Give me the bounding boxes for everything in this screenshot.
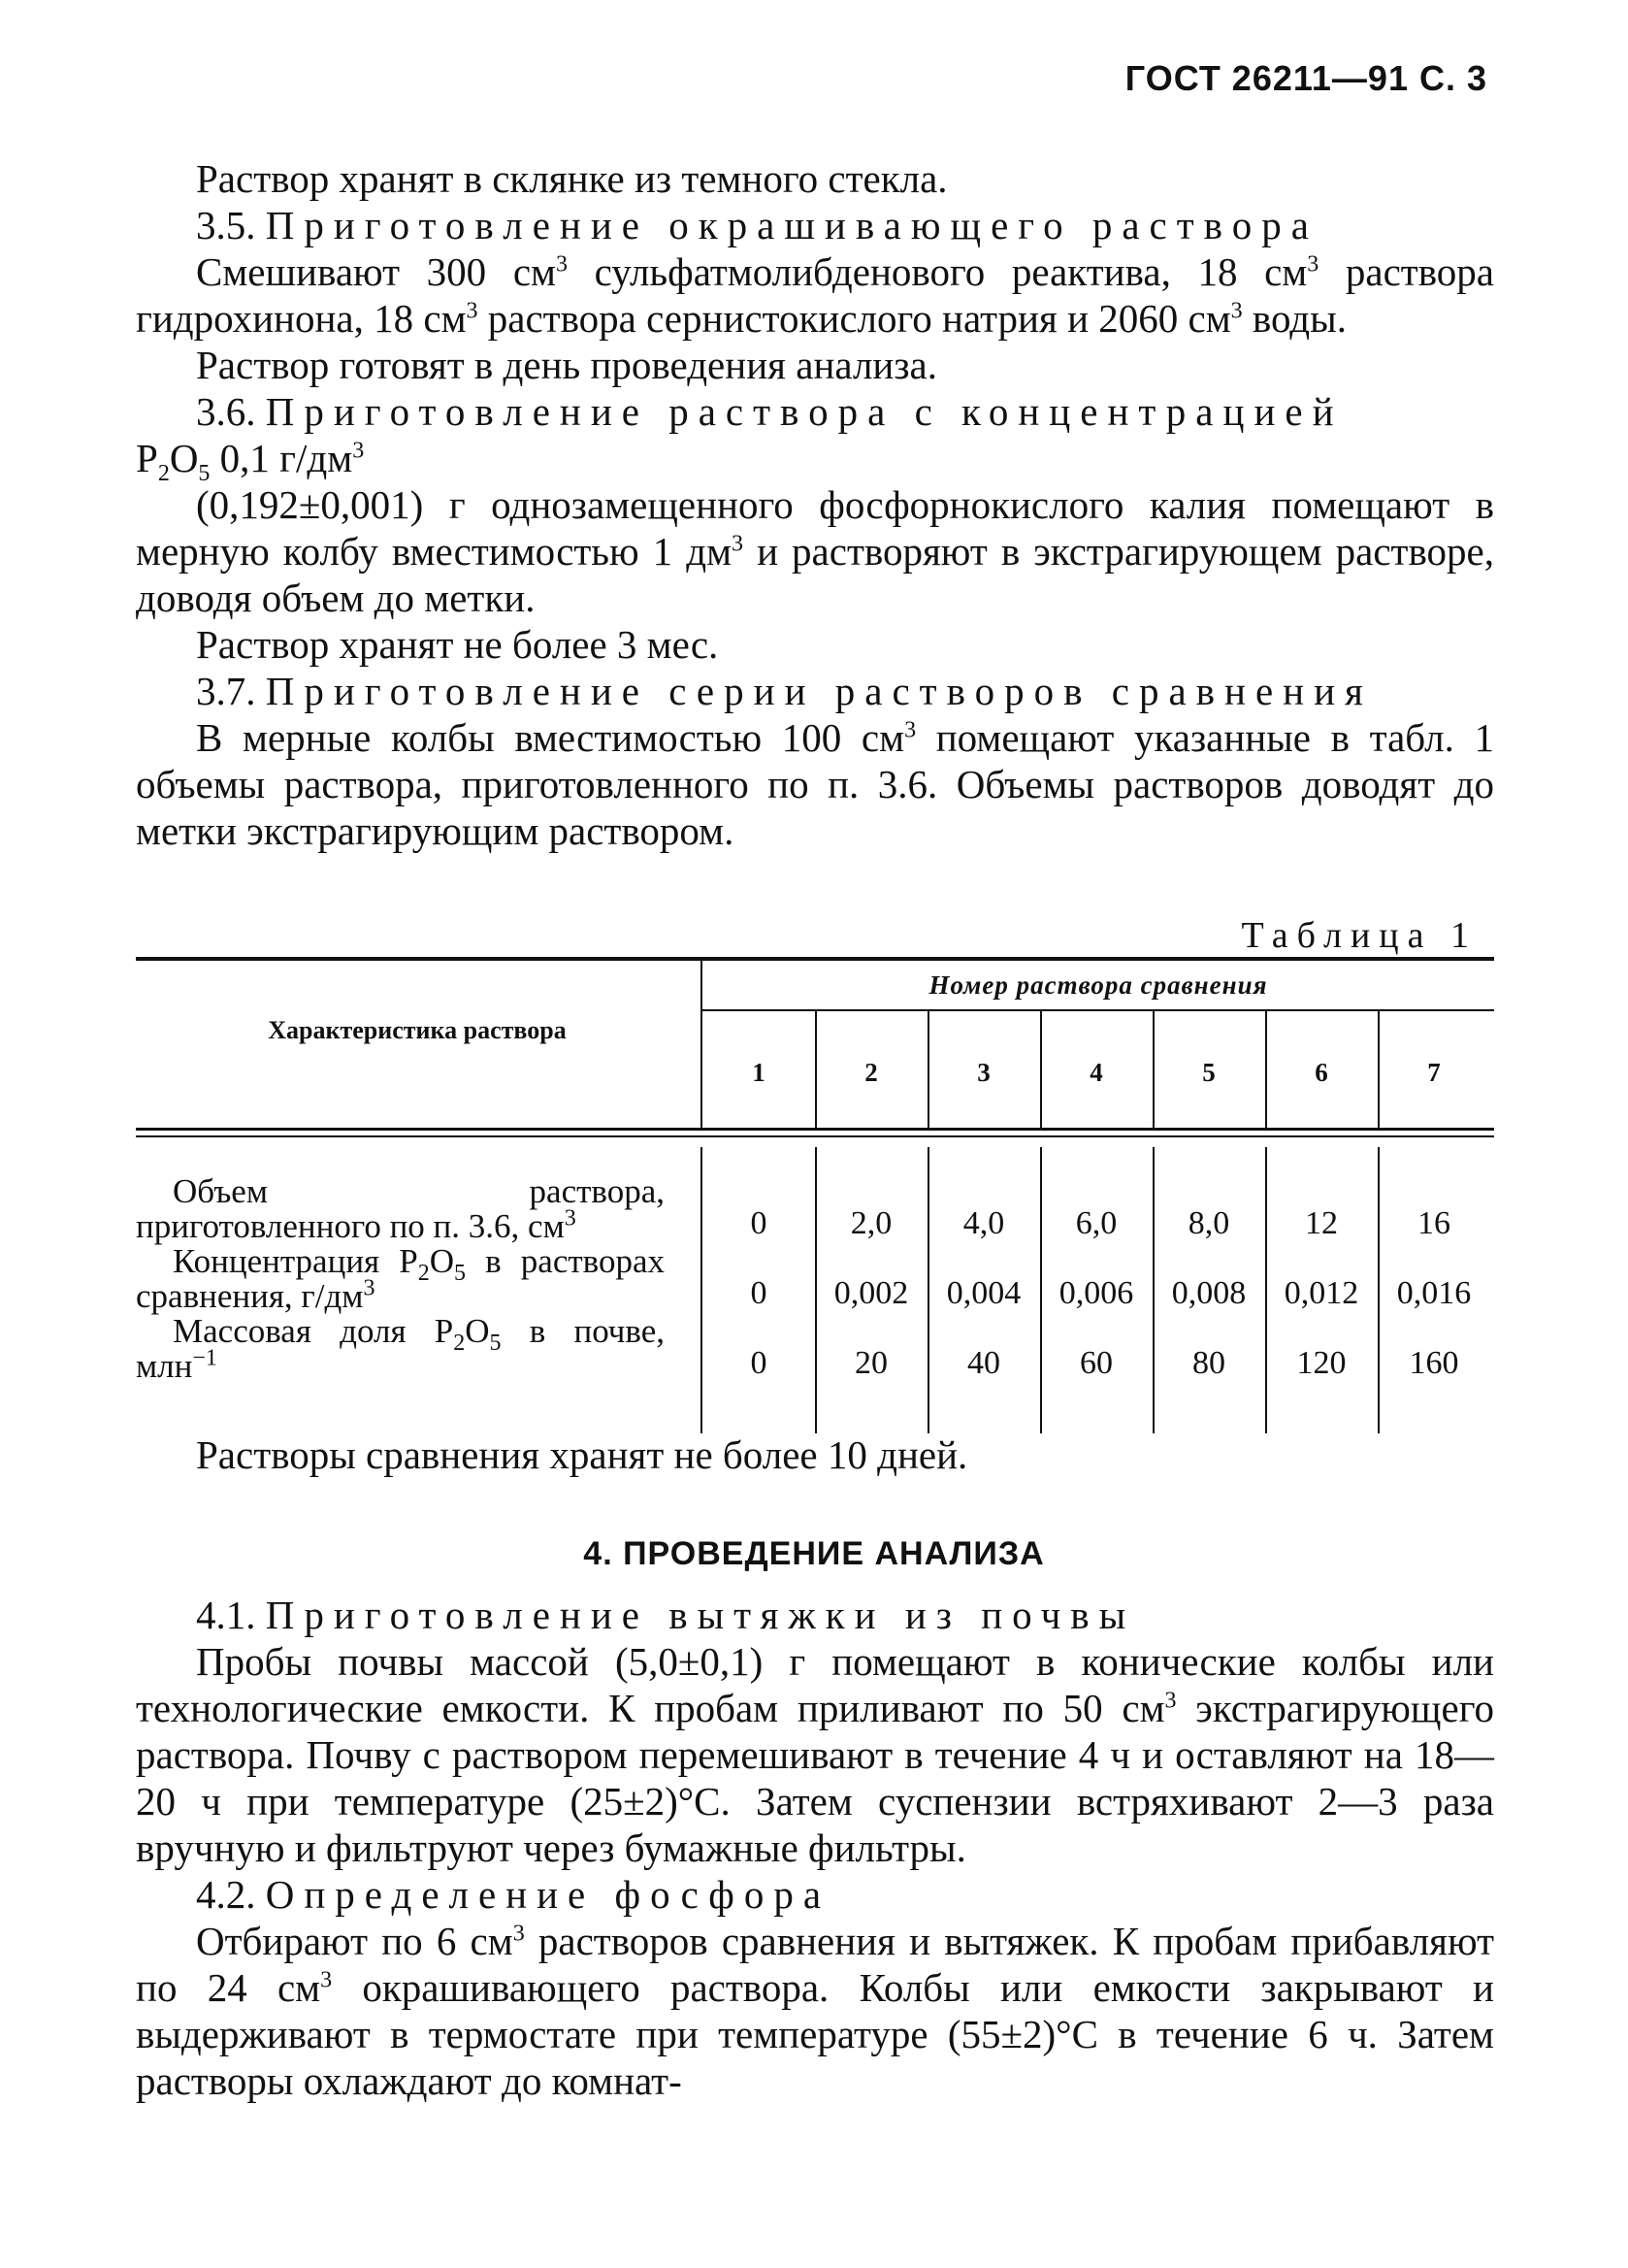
superscript: 3: [466, 298, 478, 324]
section-3-6-title-line-2: [136, 435, 1494, 487]
subscript: 5: [198, 461, 211, 487]
superscript: 3: [320, 1967, 333, 1993]
text-span: Пробы почвы массой (5,0±0,1) г помещают в конические колбы или технологические емкости. К пробам приливают по 50 см: [136, 1639, 1494, 1730]
section-3-5-note: Раствор готовят в день проведения анализа.: [196, 343, 937, 387]
group-header-rule: [702, 1009, 1494, 1011]
text-span: Концентрация P: [173, 1242, 418, 1280]
subscript: 2: [157, 461, 170, 487]
section-3-7-heading: [136, 668, 1494, 714]
section-3-6-note: Раствор хранят не более 3 мес.: [196, 622, 719, 667]
superscript: 3: [352, 438, 365, 464]
superscript: 3: [363, 1275, 375, 1301]
section-3-5-title: Приготовление окрашивающего раствора: [265, 203, 1319, 247]
section-4-2-heading: [136, 1871, 1494, 1918]
table-cell: 80: [1192, 1345, 1225, 1381]
section-3-7-number: 3.7.: [196, 669, 256, 713]
text-span: сульфатмолибденового реактива, 18 см: [567, 249, 1308, 294]
table-cell: 6,0: [1075, 1205, 1118, 1241]
section-3-6-title: Приготовление раствора с концентрацией: [265, 389, 1344, 434]
superscript: −1: [192, 1345, 217, 1371]
text-span: 0,1 г/дм: [210, 436, 353, 480]
column-number-4: 4: [1090, 1058, 1103, 1087]
table-cell: 12: [1305, 1205, 1338, 1241]
subscript: 2: [453, 1331, 466, 1356]
superscript: 3: [1307, 251, 1319, 278]
superscript: 3: [555, 251, 568, 278]
text-span: экстрагирующего раствора. Почву с раствором перемешивают в течение 4 ч и оставляют на 18—20 ч при температуре (25±2)°С. Затем суспензии встряхивают 2—3 раза вручную и фильтруют через бумажные фильтры.: [136, 1686, 1494, 1870]
section-3-6-heading: [136, 388, 1494, 435]
section-4-2-body: [136, 1918, 1494, 2104]
table-cell: 160: [1409, 1345, 1459, 1381]
paragraph-storage-dark-glass: Раствор хранят в склянке из темного стекла.: [196, 156, 948, 201]
section-4-1-heading: [136, 1592, 1494, 1638]
table-cell: 4,0: [962, 1205, 1005, 1241]
table-cell: 40: [967, 1345, 1000, 1381]
section-3-6-body: [136, 481, 1494, 621]
table-header-rule: [136, 1128, 1494, 1137]
text-span: O: [169, 436, 199, 480]
text-span: раствора гидрохинона, 18 см: [136, 249, 1495, 341]
table-cell: 8,0: [1188, 1205, 1230, 1241]
page-header: ГОСТ 26211—91 С. 3: [1124, 58, 1487, 98]
table-cell: 60: [1080, 1345, 1113, 1381]
body-text-bottom: [136, 1592, 1494, 2104]
text-span: в растворах сравнения, г/дм: [136, 1242, 665, 1315]
table-cell: 0: [750, 1345, 767, 1381]
superscript: 3: [732, 531, 744, 557]
column-number-7: 7: [1427, 1058, 1441, 1087]
text-span: O: [429, 1242, 455, 1280]
section-3-7-title: Приготовление серии растворов сравнения: [265, 669, 1373, 713]
table-cell: 0: [750, 1205, 767, 1241]
section-4-2-number: 4.2.: [196, 1872, 256, 1917]
text-span: Отбирают по 6 см: [196, 1919, 513, 1963]
text-span: (0,192±0,001) г однозамещенного фосфорнокислого калия помещают в мерную колбу вместимостью 1 дм: [136, 482, 1494, 574]
body-text-top: [136, 155, 1494, 854]
section-3-5-heading: [136, 202, 1494, 248]
table-cell: 0,004: [946, 1275, 1022, 1311]
text-span: Массовая доля P: [173, 1312, 454, 1350]
column-group-header: Номер раствора сравнения: [928, 970, 1268, 1000]
table-cell: 0,012: [1284, 1275, 1359, 1311]
column-number-3: 3: [977, 1058, 991, 1087]
section-4-1-body: [136, 1638, 1494, 1871]
data-table: [136, 957, 1494, 1433]
table-cell: 0,016: [1396, 1275, 1472, 1311]
table-header: [136, 961, 1494, 1128]
section-4-1-title: Приготовление вытяжки из почвы: [265, 1593, 1136, 1637]
superscript: 3: [512, 1921, 525, 1947]
section-3-7-body: [136, 714, 1494, 854]
superscript: 3: [1164, 1688, 1177, 1714]
after-table-block: [136, 1431, 1494, 1478]
column-number-5: 5: [1202, 1058, 1216, 1087]
column-number-1: 1: [752, 1058, 765, 1087]
section-3-5-number: 3.5.: [196, 203, 256, 247]
table-body: [136, 1137, 1494, 1433]
section-4-title: 4. ПРОВЕДЕНИЕ АНАЛИЗА: [583, 1535, 1045, 1572]
section-3-6-number: 3.6.: [196, 389, 256, 434]
superscript: 3: [904, 717, 917, 743]
text-span: воды.: [1242, 296, 1347, 341]
column-header-characteristic: Характеристика раствора: [268, 1016, 567, 1044]
table-cell: 0,002: [833, 1275, 909, 1311]
table-caption: Таблица 1: [1241, 915, 1478, 956]
row-label-volume: [136, 1174, 665, 1244]
subscript: 5: [454, 1261, 467, 1286]
table-cell: 120: [1296, 1345, 1347, 1381]
superscript: 3: [1230, 298, 1243, 324]
text-span: Объем раствора, приготовленного по п. 3.6, см: [136, 1172, 665, 1245]
text-span: растворов сравнения и вытяжек. К пробам прибавляют по 24 см: [136, 1919, 1494, 2010]
section-4-2-title: Определение фосфора: [265, 1872, 831, 1917]
row-label-mass-fraction: [136, 1314, 665, 1384]
text-span: в почве, млн: [136, 1312, 665, 1385]
section-4-1-number: 4.1.: [196, 1593, 256, 1637]
table-cell: 0,006: [1058, 1275, 1134, 1311]
column-number-6: 6: [1315, 1058, 1328, 1087]
table-cell: 0,008: [1171, 1275, 1247, 1311]
text-span: раствора сернистокислого натрия и 2060 см: [477, 296, 1231, 341]
text-span: Смешивают 300 см: [196, 249, 556, 294]
subscript: 2: [417, 1261, 430, 1286]
paragraph-after-table: Растворы сравнения хранят не более 10 дней.: [196, 1432, 968, 1477]
text-span: В мерные колбы вместимостью 100 см: [196, 715, 905, 760]
subscript: 5: [489, 1331, 502, 1356]
text-span: O: [465, 1312, 490, 1350]
text-span: P: [136, 436, 158, 480]
text-span: помещают указанные в табл. 1 объемы раствора, приготовленного по п. 3.6. Объемы растворов доводят до метки экстрагирующим раствором.: [136, 715, 1494, 853]
text-span: и растворяют в экстрагирующем растворе, доводя объем до метки.: [136, 529, 1494, 620]
row-label-concentration: [136, 1244, 665, 1314]
table-cell: 16: [1417, 1205, 1450, 1241]
table-cell: 2,0: [850, 1205, 893, 1241]
text-span: окрашивающего раствора. Колбы или емкости закрывают и выдерживают в термостате при температуре (55±2)°С в течение 6 ч. Затем растворы охлаждают до комнат-: [136, 1965, 1494, 2103]
superscript: 3: [564, 1205, 576, 1232]
table-cell: 0: [750, 1275, 767, 1311]
column-number-2: 2: [864, 1058, 878, 1087]
table-cell: 20: [855, 1345, 888, 1381]
section-3-5-body: [136, 248, 1494, 342]
